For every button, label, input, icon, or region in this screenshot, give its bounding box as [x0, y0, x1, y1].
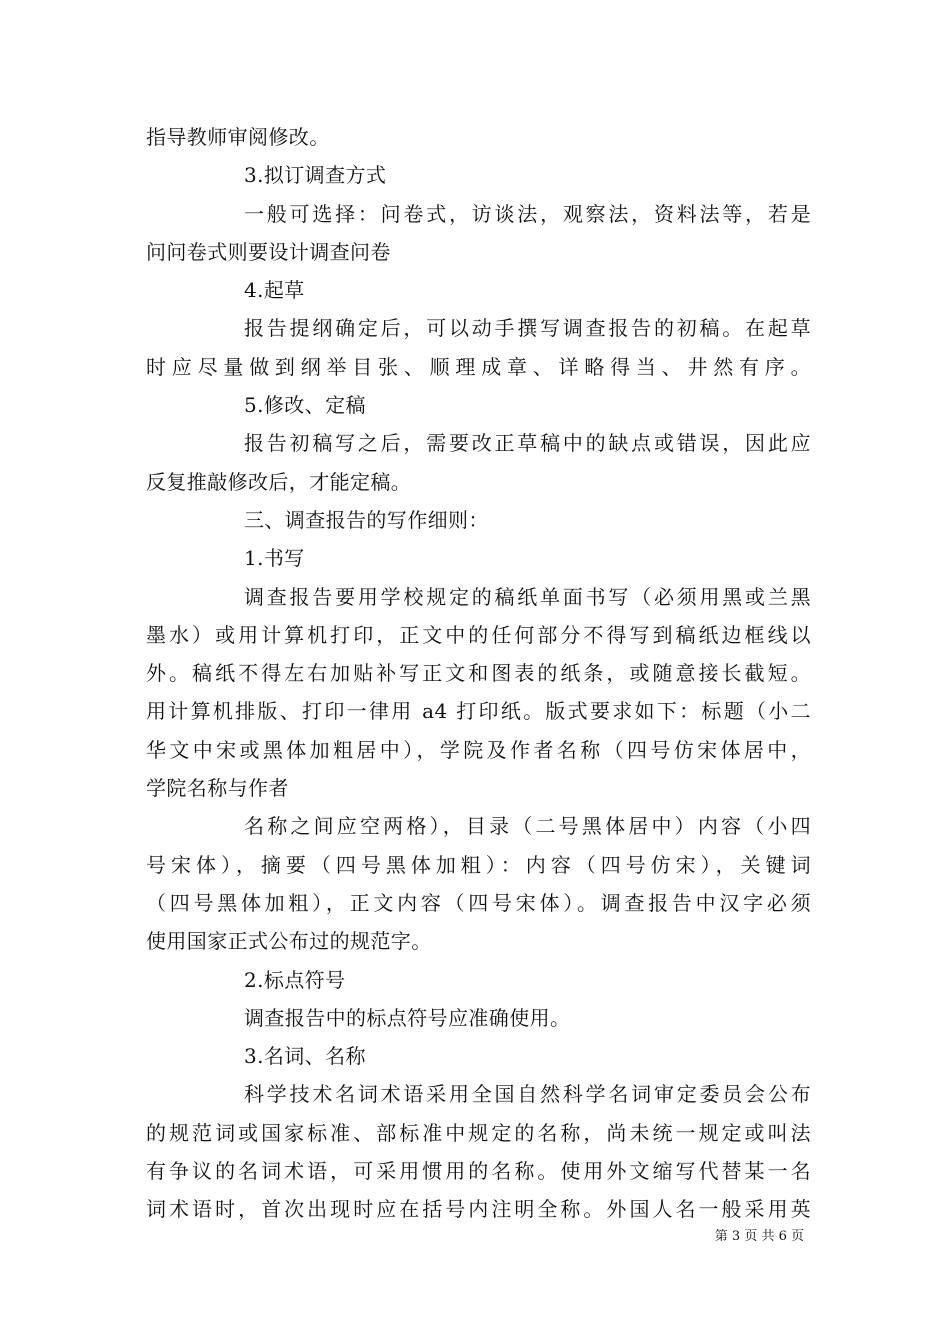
text-line: 名称之间应空两格），目录（二号黑体居中）内容（小四	[244, 814, 811, 839]
text-line: 1.书写	[244, 546, 305, 571]
text-line: 报告提纲确定后，可以动手撰写调查报告的初稿。在起草	[244, 316, 811, 341]
text-line: 科学技术名词术语采用全国自然科学名词审定委员会公布	[244, 1082, 811, 1107]
text-line: 墨水）或用计算机打印，正文中的任何部分不得写到稿纸边框线以	[146, 622, 811, 647]
text-line: 华文中宋或黑体加粗居中），学院及作者名称（四号仿宋体居中，	[146, 737, 811, 762]
body-text	[146, 118, 811, 1229]
text-line: 调查报告中的标点符号应准确使用。	[244, 1005, 571, 1030]
text-line: 学院名称与作者	[146, 776, 289, 801]
text-line: 3.名词、名称	[244, 1044, 366, 1069]
text-line: 外。稿纸不得左右加贴补写正文和图表的纸条，或随意接长截短。	[146, 661, 811, 686]
text-line: 三、调查报告的写作细则：	[244, 507, 489, 532]
text-line: （四号黑体加粗），正文内容（四号宋体）。调查报告中汉字必须	[146, 890, 811, 915]
text-line: 词术语时，首次出现时应在括号内注明全称。外国人名一般采用英	[146, 1197, 811, 1222]
text-line: 时应尽量做到纲举目张、顺理成章、详略得当、井然有序。	[146, 354, 811, 379]
text-line: 使用国家正式公布过的规范字。	[146, 929, 432, 954]
text-line: 3.拟订调查方式	[244, 163, 387, 188]
page-number-footer: 第 3 页 共 6 页	[714, 1229, 804, 1244]
text-line: 号宋体），摘要（四号黑体加粗）：内容（四号仿宋），关键词	[146, 852, 811, 877]
text-line: 指导教师审阅修改。	[146, 125, 330, 149]
text-line: 4.起草	[244, 278, 305, 303]
text-line: 问问卷式则要设计调查问卷	[146, 239, 391, 264]
text-line: 用计算机排版、打印一律用 a4 打印纸。版式要求如下：标题（小二	[146, 699, 811, 724]
text-line: 一般可选择：问卷式，访谈法，观察法，资料法等，若是	[244, 201, 811, 226]
text-line: 有争议的名词术语，可采用惯用的名称。使用外文缩写代替某一名	[146, 1159, 811, 1184]
text-line: 反复推敲修改后，才能定稿。	[146, 469, 412, 494]
text-line: 报告初稿写之后，需要改正草稿中的缺点或错误，因此应	[244, 431, 811, 456]
text-line: 5.修改、定稿	[244, 393, 366, 418]
text-line: 调查报告要用学校规定的稿纸单面书写（必须用黑或兰黑	[244, 584, 811, 609]
text-line: 2.标点符号	[244, 967, 346, 992]
text-line: 的规范词或国家标准、部标准中规定的名称，尚未统一规定或叫法	[146, 1120, 811, 1145]
